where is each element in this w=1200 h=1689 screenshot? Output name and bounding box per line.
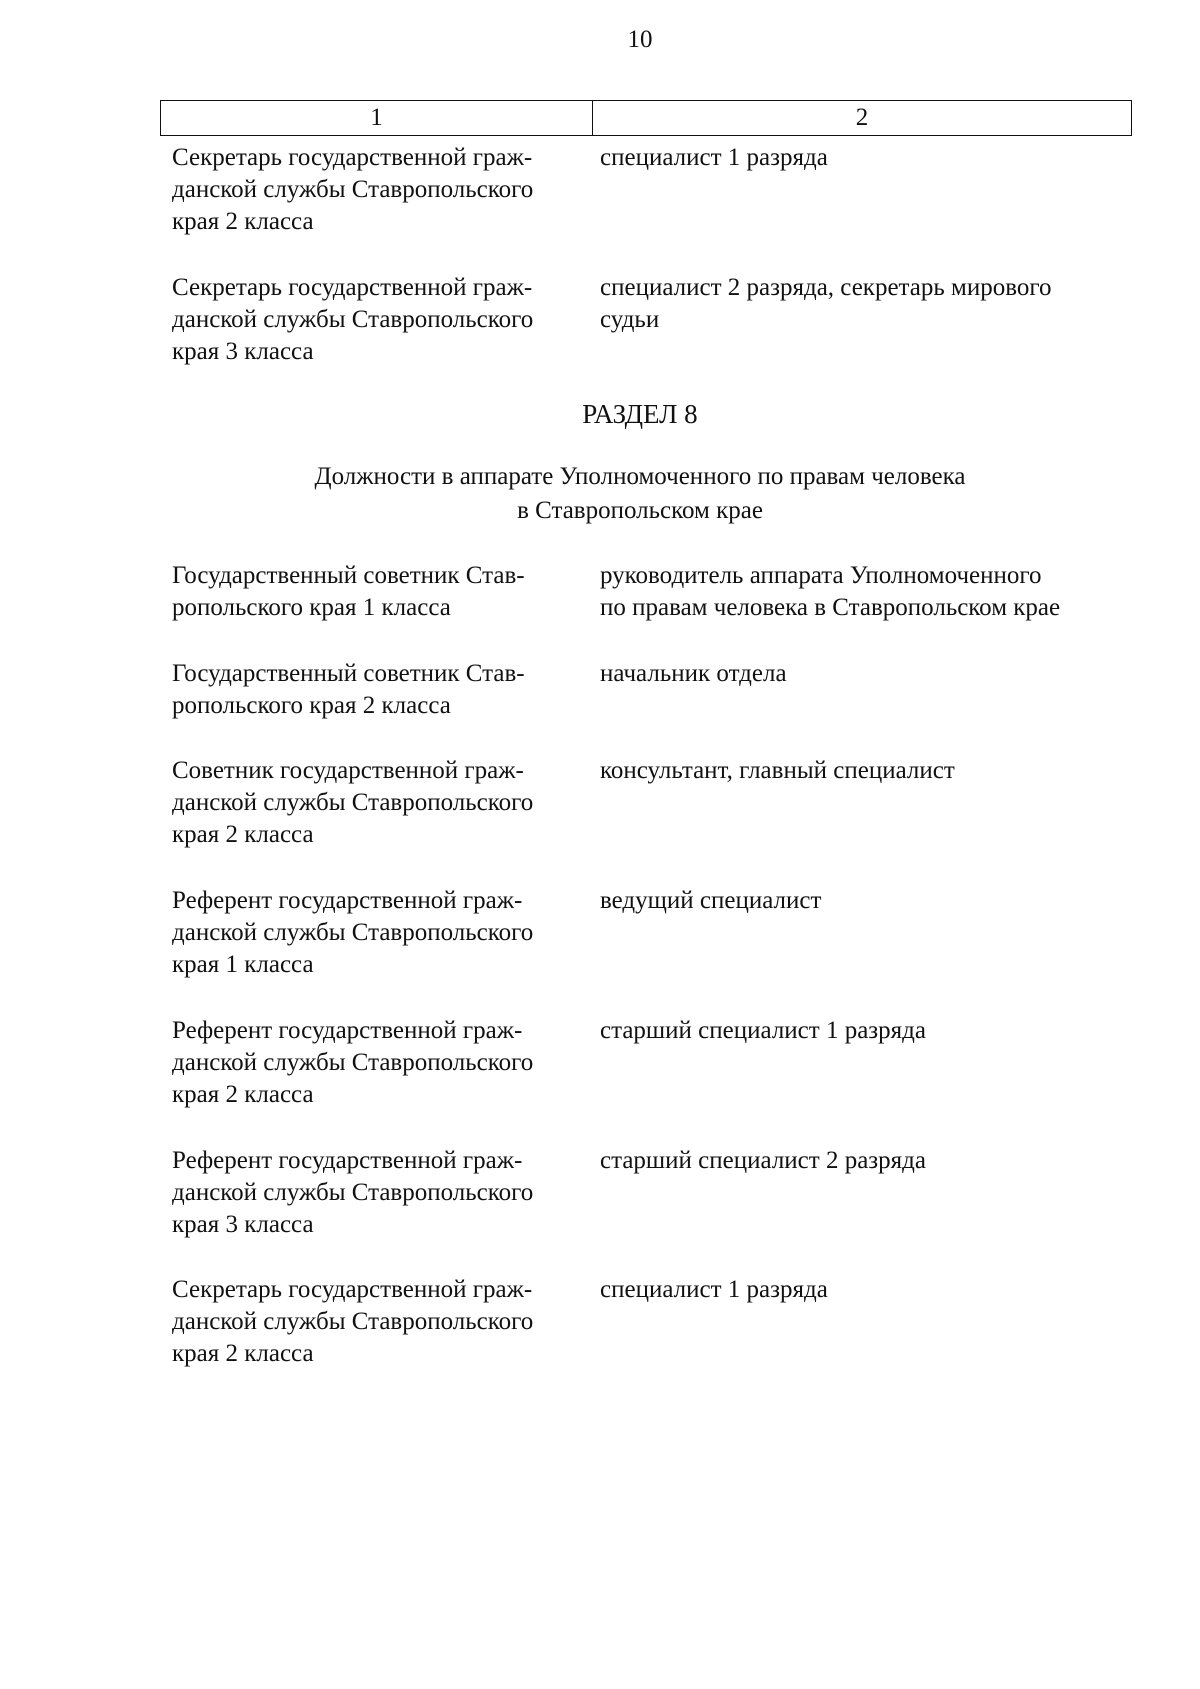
grade-cell: Секретарь государственной граж- данской службы Ставропольского края 3 класса xyxy=(172,274,534,365)
table-header xyxy=(160,100,1132,136)
grade-cell: Референт государственной граж- данской службы Ставропольского края 2 класса xyxy=(172,1017,534,1108)
table-row xyxy=(172,1274,1132,1370)
grade-cell: Секретарь государственной граж- данской службы Ставропольского края 2 класса xyxy=(172,144,534,235)
position-cell: старший специалист 2 разряда xyxy=(600,1147,926,1174)
position-cell: специалист 2 разряда, секретарь мирового судьи xyxy=(600,274,1052,333)
grade-cell: Государственный советник Став- ропольского края 2 класса xyxy=(172,660,525,719)
table-row xyxy=(172,142,1132,238)
grade-cell: Секретарь государственной граж- данской службы Ставропольского края 2 класса xyxy=(172,1276,534,1367)
position-cell: специалист 1 разряда xyxy=(600,144,828,171)
position-cell: ведущий специалист xyxy=(600,887,822,914)
section-subheading: Должности в аппарате Уполномоченного по правам человека в Ставропольском крае xyxy=(314,463,966,524)
section-heading: РАЗДЕЛ 8 xyxy=(582,399,698,429)
position-cell: консультант, главный специалист xyxy=(600,757,955,784)
page-number: 10 xyxy=(627,26,653,53)
grade-cell: Референт государственной граж- данской службы Ставропольского края 3 класса xyxy=(172,1147,534,1238)
position-cell: руководитель аппарата Уполномоченного по правам человека в Ставропольском крае xyxy=(600,562,1061,621)
table-row xyxy=(172,1145,1132,1241)
position-cell: специалист 1 разряда xyxy=(600,1276,828,1303)
table-row xyxy=(172,1015,1132,1111)
table-row xyxy=(172,272,1132,368)
table-header-col2: 2 xyxy=(855,104,869,131)
grade-cell: Советник государственной граж- данской службы Ставропольского края 2 класса xyxy=(172,757,534,848)
table-row xyxy=(172,885,1132,981)
grade-cell: Референт государственной граж- данской службы Ставропольского края 1 класса xyxy=(172,887,534,978)
position-cell: начальник отдела xyxy=(600,660,787,687)
table-row xyxy=(172,658,1132,722)
table-row xyxy=(172,755,1132,851)
table-header-col1: 1 xyxy=(161,101,593,135)
table-row xyxy=(172,560,1132,624)
position-cell: старший специалист 1 разряда xyxy=(600,1017,926,1044)
grade-cell: Государственный советник Став- ропольского края 1 класса xyxy=(172,562,525,621)
